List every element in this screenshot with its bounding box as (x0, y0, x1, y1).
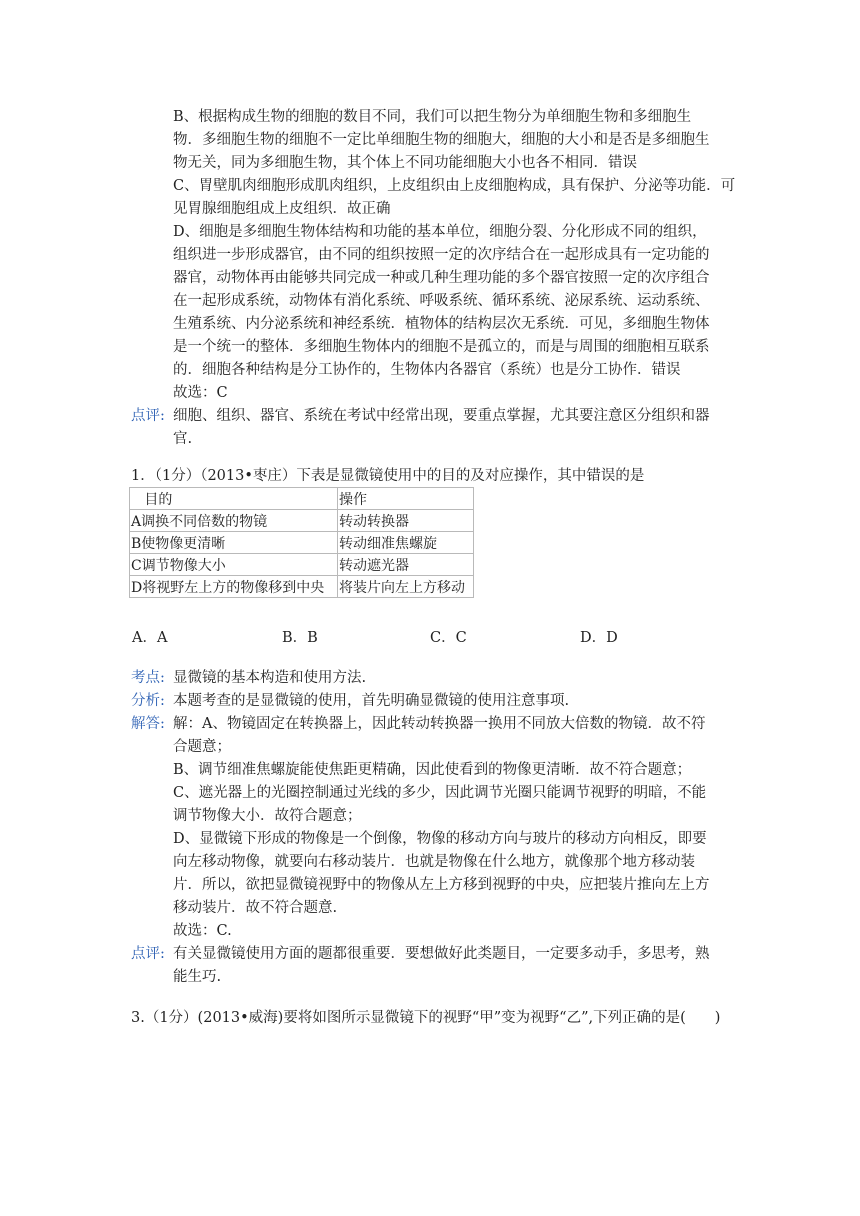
table-row (130, 510, 474, 532)
answer-c-line-2: 见胃腺细胞组成上皮组织．故正确 (173, 201, 391, 217)
fenxi-text: 本题考查的是显微镜的使用，首先明确显微镜的使用注意事项. (173, 693, 570, 709)
dianping-label: 点评: (131, 946, 165, 962)
row-letter: C (131, 557, 142, 574)
row-operation: 转动遮光器 (338, 554, 474, 576)
option-b: B．B (282, 630, 318, 646)
row-letter: A (131, 513, 142, 530)
answer-b-line-3: 物无关，同为多细胞生物，其个体上不同功能细胞大小也各不相同．错误 (173, 155, 637, 171)
jieda-line-4: C、遮光器上的光圈控制通过光线的多少，因此调节光圈只能调节视野的明暗，不能 (173, 785, 707, 801)
jieda-line-9: 移动装片．故不符合题意. (173, 900, 338, 916)
table-header-operation: 操作 (338, 488, 474, 510)
question-1-stem: 1．（1分）（2013•枣庄）下表是显微镜使用中的目的及对应操作，其中错误的是 (131, 468, 645, 484)
kaodian-text: 显微镜的基本构造和使用方法. (173, 670, 367, 686)
option-c: C．C (430, 630, 467, 646)
row-purpose: 调换不同倍数的物镜 (141, 513, 268, 530)
answer-choice: 故选：C (173, 385, 228, 401)
table-header-purpose: 目的 (130, 488, 338, 510)
row-purpose: 使物像更清晰 (141, 535, 226, 552)
answer-d-line-5: 生殖系统、内分泌系统和神经系统．植物体的结构层次无系统．可见，多细胞生物体 (173, 316, 710, 332)
row-operation: 转动细准焦螺旋 (338, 532, 474, 554)
option-a: A．A (132, 630, 168, 646)
answer-c-line-1: C、胃壁肌肉细胞形成肌肉组织，上皮组织由上皮细胞构成，具有保护、分泌等功能．可 (173, 178, 736, 194)
comment-label: 点评: (131, 408, 165, 424)
option-d: D．D (580, 630, 618, 646)
jieda-line-10: 故选：C. (173, 923, 232, 939)
answer-d-line-3: 器官，动物体再由能够共同完成一种或几种生理功能的多个器官按照一定的次序组合 (173, 270, 710, 286)
row-operation: 将装片向左上方移动 (338, 576, 474, 598)
jieda-line-1: 解：A、物镜固定在转换器上，因此转动转换器一换用不同放大倍数的物镜．故不符 (173, 716, 706, 732)
dianping-line-1: 有关显微镜使用方面的题都很重要．要想做好此类题目，一定要多动手，多思考，熟 (173, 946, 710, 962)
row-letter: B (131, 535, 142, 552)
kaodian-label: 考点: (131, 670, 165, 686)
table-row (130, 576, 474, 598)
jieda-line-2: 合题意； (173, 739, 231, 755)
jieda-line-6: D、显微镜下形成的物像是一个倒像，物像的移动方向与玻片的移动方向相反，即要 (173, 831, 707, 847)
table-header-row (130, 488, 474, 510)
question-3-stem: 3.（1分）(2013•威海)要将如图所示显微镜下的视野“甲”变为视野“乙”,下列正确的是( ) (131, 1010, 721, 1026)
jieda-line-8: 片．所以，欲把显微镜视野中的物像从左上方移到视野的中央，应把装片推向左上方 (173, 877, 710, 893)
row-letter: D (131, 579, 143, 596)
table-row (130, 554, 474, 576)
row-purpose: 调节物像大小 (141, 557, 226, 574)
jieda-line-5: 调节物像大小．故符合题意； (173, 808, 362, 824)
jieda-line-7: 向左移动物像，就要向右移动装片．也就是物像在什么地方，就像那个地方移动装 (173, 854, 695, 870)
answer-d-line-4: 在一起形成系统，动物体有消化系统、呼吸系统、循环系统、泌尿系统、运动系统、 (173, 293, 710, 309)
jieda-line-3: B、调节细准焦螺旋能使焦距更精确，因此使看到的物像更清晰．故不符合题意； (173, 762, 692, 778)
jieda-label: 解答: (131, 716, 165, 732)
dianping-line-2: 能生巧. (173, 969, 222, 985)
answer-d-line-2: 组织进一步形成器官，由不同的组织按照一定的次序结合在一起形成具有一定功能的 (173, 247, 710, 263)
table-row (130, 532, 474, 554)
answer-b-line-2: 物．多细胞生物的细胞不一定比单细胞生物的细胞大，细胞的大小和是否是多细胞生 (173, 132, 710, 148)
row-purpose: 将视野左上方的物像移到中央 (142, 579, 325, 596)
fenxi-label: 分析: (131, 693, 165, 709)
answer-d-line-7: 的．细胞各种结构是分工协作的，生物体内各器官（系统）也是分工协作．错误 (173, 362, 681, 378)
question-1-table (129, 487, 474, 598)
answer-b-line-1: B、根据构成生物的细胞的数目不同，我们可以把生物分为单细胞生物和多细胞生 (173, 109, 692, 125)
comment-line-2: 官. (173, 431, 193, 447)
row-operation: 转动转换器 (338, 510, 474, 532)
answer-d-line-1: D、细胞是多细胞生物体结构和功能的基本单位，细胞分裂、分化形成不同的组织， (173, 224, 707, 240)
answer-d-line-6: 是一个统一的整体．多细胞生物体内的细胞不是孤立的，而是与周围的细胞相互联系 (173, 339, 710, 355)
comment-line-1: 细胞、组织、器官、系统在考试中经常出现，要重点掌握，尤其要注意区分组织和器 (173, 408, 710, 424)
